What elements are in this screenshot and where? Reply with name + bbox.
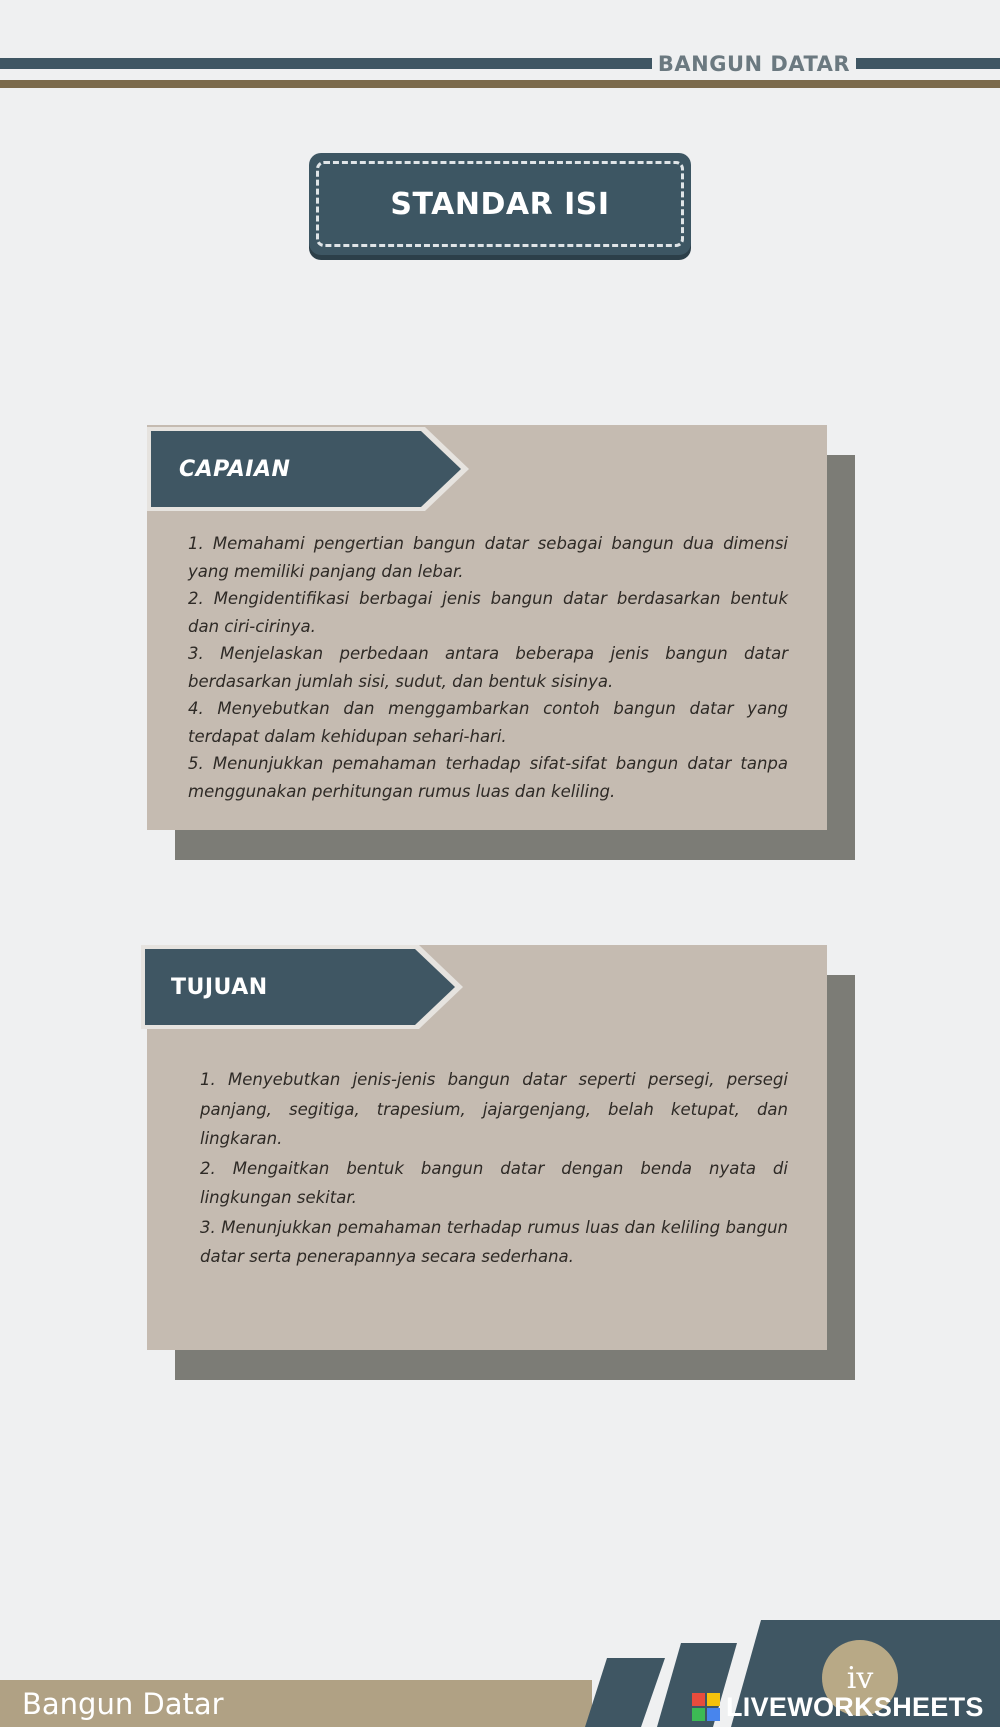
capaian-card	[147, 425, 827, 830]
capaian-heading: CAPAIAN	[179, 456, 291, 482]
tujuan-card	[147, 945, 827, 1350]
liveworksheets-text: LIVEWORKSHEETS	[726, 1691, 984, 1722]
header-label-box	[652, 48, 856, 80]
footer-title: Bangun Datar	[22, 1686, 224, 1721]
liveworksheets-watermark[interactable]	[692, 1690, 984, 1724]
liveworksheets-logo-icon	[692, 1693, 720, 1721]
tujuan-ribbon	[141, 945, 463, 1029]
header-rule-bottom	[0, 80, 1000, 88]
capaian-list	[188, 530, 788, 805]
tujuan-heading: TUJUAN	[171, 974, 268, 1000]
list-item: 3. Menjelaskan perbedaan antara beberapa jenis bangun datar berdasarkan jumlah sisi, sudut, dan bentuk sisinya.	[188, 644, 788, 691]
list-item: 2. Mengaitkan bentuk bangun datar dengan benda nyata di lingkungan sekitar.	[200, 1158, 788, 1207]
list-item: 3. Menunjukkan pemahaman terhadap rumus luas dan keliling bangun datar serta penerapannya secara sederhana.	[200, 1217, 788, 1266]
title-badge	[309, 153, 691, 255]
tujuan-list	[200, 1065, 788, 1272]
page-number: iv	[846, 1660, 874, 1696]
list-item: 1. Memahami pengertian bangun datar sebagai bangun dua dimensi yang memiliki panjang dan lebar.	[188, 534, 788, 581]
header-label: BANGUN DATAR	[657, 52, 851, 76]
list-item: 2. Mengidentifikasi berbagai jenis bangun datar berdasarkan bentuk dan ciri-cirinya.	[188, 589, 788, 636]
capaian-ribbon	[147, 427, 469, 511]
list-item: 5. Menunjukkan pemahaman terhadap sifat-sifat bangun datar tanpa menggunakan perhitungan rumus luas dan keliling.	[188, 754, 788, 801]
list-item: 1. Menyebutkan jenis-jenis bangun datar seperti persegi, persegi panjang, segitiga, trapesium, jajargenjang, belah ketupat, dan lingkaran.	[200, 1070, 788, 1148]
list-item: 4. Menyebutkan dan menggambarkan contoh bangun datar yang terdapat dalam kehidupan sehari-hari.	[188, 699, 788, 746]
page-title: STANDAR ISI	[390, 186, 610, 222]
